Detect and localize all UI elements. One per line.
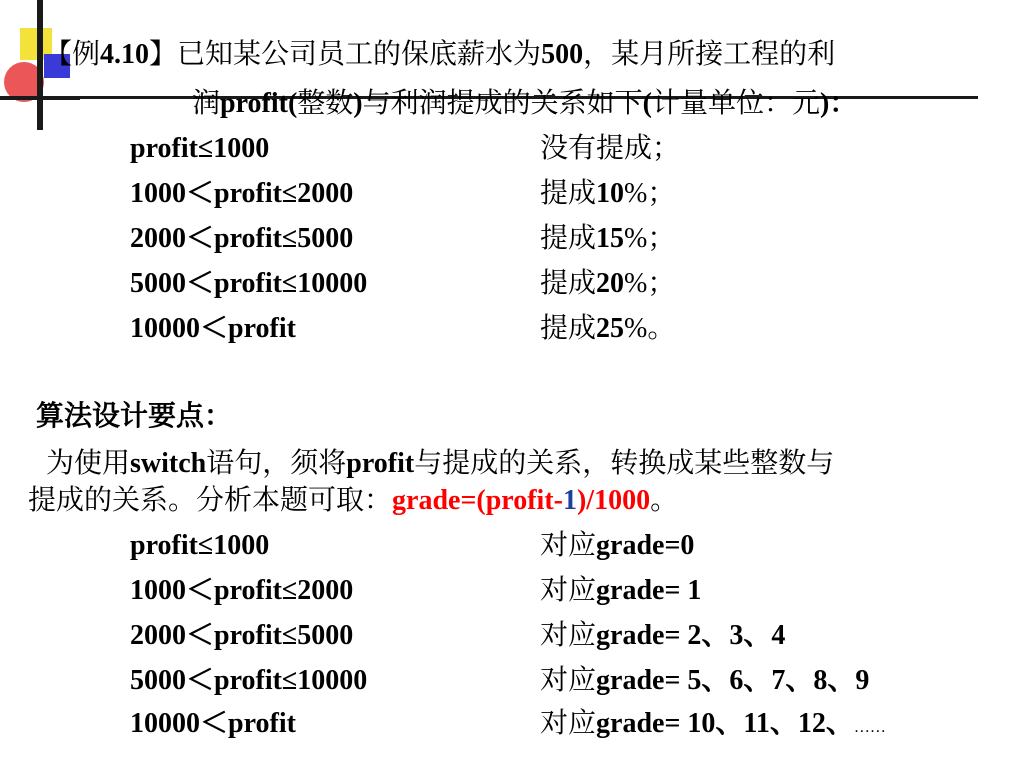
grade-mapping	[540, 707, 886, 745]
para-text-b: 语句，须将	[206, 448, 347, 479]
example-prefix: 例	[72, 39, 101, 70]
title2-text-5: (	[642, 88, 652, 119]
rule-prefix: 提成	[540, 268, 597, 299]
rule-prefix: 提成	[540, 223, 597, 254]
grade-mapping	[540, 664, 869, 698]
salary-value: 500	[541, 39, 584, 70]
rule-value: 25	[596, 313, 625, 344]
grade-prefix: 对应	[540, 530, 597, 561]
grade-prefix: 对应	[540, 665, 597, 696]
grade-mapping	[540, 619, 785, 653]
grade-value: grade=0	[596, 530, 695, 561]
rule-suffix: %；	[624, 223, 676, 254]
title2-text-6: 计量单位：元	[651, 88, 820, 119]
bracket-open: 【	[44, 39, 73, 70]
title2-text-3: )	[353, 88, 363, 119]
commission-rule	[540, 132, 680, 166]
grade-range: 5000＜profit≤10000	[130, 665, 368, 696]
title-text-1: 已知某公司员工的保底薪水为	[177, 39, 542, 70]
title-text-2: ，某月所接工程的利	[583, 39, 836, 70]
grade-prefix: 对应	[540, 575, 597, 606]
grade-range: profit≤1000	[130, 530, 270, 561]
grade-mapping	[540, 574, 701, 608]
title2-text-1: 润	[192, 88, 221, 119]
commission-rule	[540, 312, 675, 346]
para-text-d: 提成的关系。分析本题可取：	[28, 485, 393, 516]
formula-part-a: grade=(profit-	[392, 485, 563, 516]
rule-value: 15	[596, 223, 625, 254]
para-text-c: 与提成的关系，转换成某些整数与	[414, 448, 835, 479]
commission-rule	[540, 222, 675, 256]
bracket-close: 】	[149, 39, 178, 70]
para-text-a: 为使用	[46, 448, 131, 479]
title-line-1	[44, 38, 835, 72]
title2-text-7: )：	[819, 88, 858, 119]
title-line-2	[192, 87, 857, 121]
rule-suffix: ；	[652, 133, 681, 164]
commission-range: 1000＜profit≤2000	[130, 178, 354, 209]
grade-range: 1000＜profit≤2000	[130, 575, 354, 606]
para-end: 。	[650, 485, 679, 516]
commission-rule	[540, 267, 675, 301]
commission-rule	[540, 177, 675, 211]
grade-value: grade= 5、6、7、8、9	[596, 665, 870, 696]
grade-range: 10000＜profit	[130, 708, 296, 739]
rule-value: 20	[596, 268, 625, 299]
rule-prefix: 提成	[540, 178, 597, 209]
rule-value: 10	[596, 178, 625, 209]
commission-range: 10000＜profit	[130, 313, 296, 344]
formula-part-b: )/1000	[576, 485, 651, 516]
commission-range: 5000＜profit≤10000	[130, 268, 368, 299]
profit-keyword: profit	[346, 448, 415, 479]
title2-text-4: 与利润提成的关系如下	[362, 88, 643, 119]
title2-text-2: 整数	[297, 88, 354, 119]
commission-range: profit≤1000	[130, 133, 270, 164]
grade-value: grade= 1	[596, 575, 702, 606]
grade-mapping	[540, 529, 694, 563]
rule-prefix: 没有提成	[540, 133, 653, 164]
grade-range: 2000＜profit≤5000	[130, 620, 354, 651]
rule-suffix: %；	[624, 178, 676, 209]
switch-keyword: switch	[130, 448, 207, 479]
grade-prefix: 对应	[540, 708, 597, 739]
grade-value: grade= 2、3、4	[596, 620, 786, 651]
rule-prefix: 提成	[540, 313, 597, 344]
rule-suffix: %；	[624, 268, 676, 299]
design-para-line-1	[46, 447, 834, 481]
commission-range: 2000＜profit≤5000	[130, 223, 354, 254]
formula-one: 1	[562, 485, 577, 516]
grade-prefix: 对应	[540, 620, 597, 651]
ellipsis: ……	[853, 719, 886, 736]
title2-profit: profit(	[220, 88, 298, 119]
grade-value: grade= 10、11、12、	[596, 708, 854, 739]
design-heading: 算法设计要点：	[36, 401, 233, 432]
example-number: 4.10	[100, 39, 150, 70]
design-para-line-2	[28, 484, 678, 518]
rule-suffix: %。	[624, 313, 676, 344]
